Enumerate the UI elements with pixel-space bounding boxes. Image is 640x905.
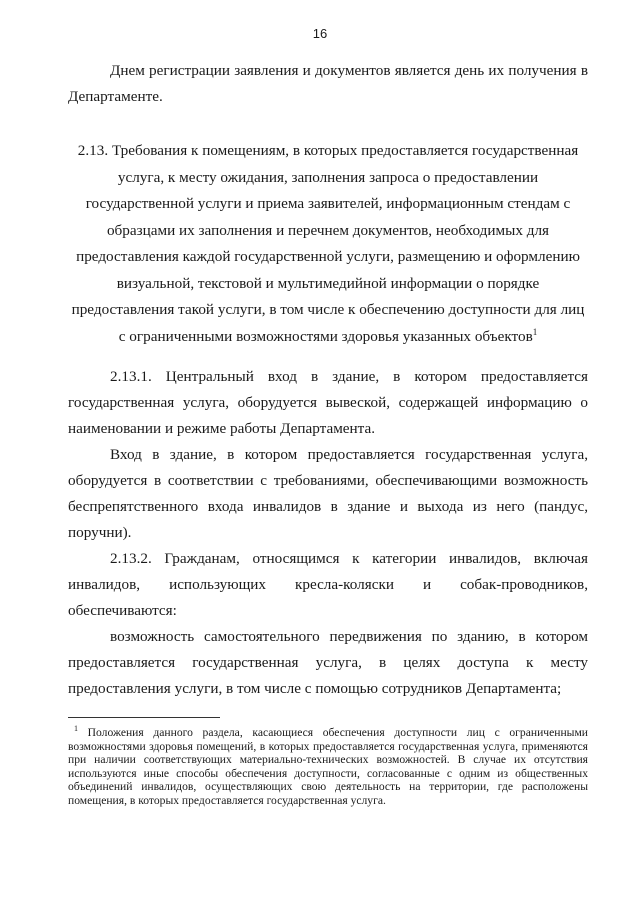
footnote-marker: 1 <box>74 724 78 734</box>
paragraph-registration-day: Днем регистрации заявления и документов является день их получения в Департаменте. <box>68 62 588 105</box>
footnote-separator <box>68 717 220 718</box>
section-heading-text: 2.13. Требования к помещениям, в которых предоставляется государственная услуга, к месту ожидания, заполнения запроса о предоставлении государственной услуги и приема заявителей, информационным стендам с образцами их заполнения и перечнем документов, необходимых для предоставления каждой государственной услуги, размещению и оформлению визуальной, текстовой и мультимедийной информации о порядке предоставления такой услуги, в том числе к обеспечению доступности для лиц с ограниченными возможностями здоровья указанных объектов <box>71 142 585 345</box>
footnote-text: Положения данного раздела, касающиеся обеспечения доступности лиц с ограниченными возможностями здоровья помещений, в которых предоставляется государственная услуга, применяются при наличии соответствующих материально-технических возможностей. В случае их отсутствия используются иные способы обеспечения доступности, согласованные с одним из общественных объединений инвалидов, осуществляющих свою деятельность на территории, где расположены помещения, в которых предоставляется государственная услуга. <box>68 726 588 807</box>
paragraph-entrance: Вход в здание, в котором предоставляется государственная услуга, оборудуется в соответствии с требованиями, обеспечивающими возможность беспрепятственного входа инвалидов в здание и выхода из него (пандус, поручни). <box>68 446 588 541</box>
footnote <box>68 726 588 808</box>
paragraph-movement: возможность самостоятельного передвижения по зданию, в котором предоставляется государственная услуга, в целях доступа к месту предоставления услуги, в том числе с помощью сотрудников Департамента; <box>68 628 588 697</box>
section-heading-2-13 <box>68 138 588 350</box>
footnote-reference: 1 <box>532 326 538 337</box>
page-number: 16 <box>312 26 328 41</box>
paragraph-2-13-2: 2.13.2. Гражданам, относящимся к категории инвалидов, включая инвалидов, использующих кресла-коляски и собак-проводников, обеспечиваются: <box>68 550 588 619</box>
paragraph-2-13-1: 2.13.1. Центральный вход в здание, в котором предоставляется государственная услуга, оборудуется вывеской, содержащей информацию о наименовании и режиме работы Департамента. <box>68 368 588 437</box>
